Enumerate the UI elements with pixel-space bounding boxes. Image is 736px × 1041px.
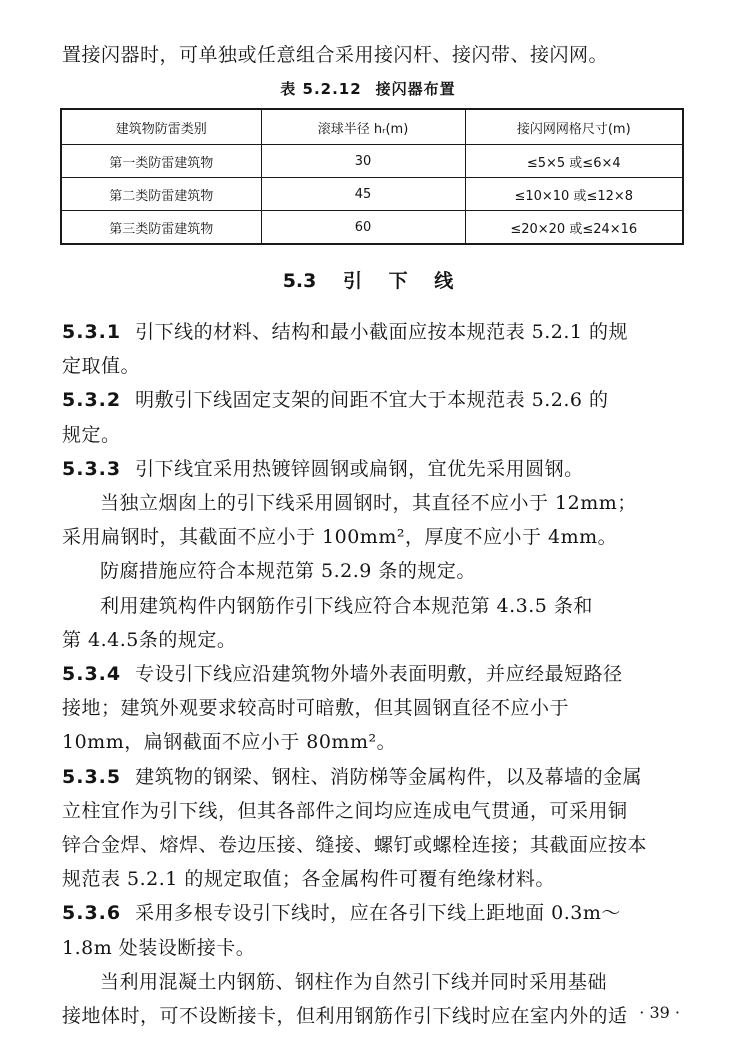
line-text: 引下线的材料、结构和最小截面应按本规范表 5.2.1 的规 [135,321,629,343]
table-cell: 第三类防雷建筑物 [61,211,261,245]
table-cell: 第二类防雷建筑物 [61,178,261,211]
intro-line: 置接闪器时，可单独或任意组合采用接闪杆、接闪带、接闪网。 [62,44,609,66]
line-text: 锌合金焊、熔焊、卷边压接、缝接、螺钉或螺栓连接；其截面应按本 [62,834,648,856]
section-title-char: 线 [434,270,454,292]
line-text: 1.8m 处装设断接卡。 [62,937,256,959]
clause-line [62,898,621,925]
clause-number: 5.3.6 [62,902,122,924]
table-number: 表 5.2.12 [280,80,362,98]
clause-number: 5.3.2 [62,389,122,411]
table-header-cell: 滚球半径 hᵣ(m) [261,109,465,145]
line-text: 当独立烟囱上的引下线采用圆钢时，其直径不应小于 12mm； [100,492,637,514]
clause-number: 5.3.5 [62,766,122,788]
line-text: 定取值。 [62,355,141,377]
table-cell: 45 [261,178,465,211]
clause-line [62,317,628,344]
table-header-cell: 接闪网网格尺寸(m) [465,109,683,145]
text-line [62,693,569,720]
text-line [62,522,617,549]
text-line [62,830,647,857]
table-row [61,211,683,245]
table-header-cell: 建筑物防雷类别 [61,109,261,145]
clause-line [62,385,609,412]
clause-number: 5.3.4 [62,663,122,685]
text-line [100,488,637,515]
text-line [62,864,555,891]
section-number: 5.3 [282,270,317,292]
section-title-char: 下 [388,270,408,292]
section-title [0,266,736,293]
clause-line [62,454,584,481]
clause-line [62,762,642,789]
line-text: 采用多根专设引下线时，应在各引下线上距地面 0.3m～ [135,902,621,924]
text-line [62,420,121,447]
table-cell: ≤5×5 或≤6×4 [465,145,683,178]
clause-number: 5.3.1 [62,321,122,343]
line-text: 明敷引下线固定支架的间距不宜大于本规范表 5.2.6 的 [135,389,609,411]
line-text: 采用扁钢时，其截面不应小于 100mm²，厚度不应小于 4mm。 [62,526,618,548]
table-row [61,178,683,211]
table-title: 接闪器布置 [375,80,456,98]
table-cell: ≤20×20 或≤24×16 [465,211,683,245]
line-text: 规定。 [62,424,121,446]
section-title-char: 引 [343,270,363,292]
line-text: 接地；建筑外观要求较高时可暗敷，但其圆钢直径不应小于 [62,697,570,719]
text-line [62,625,236,652]
line-text: 当利用混凝土内钢筋、钢柱作为自然引下线并同时采用基础 [100,971,608,993]
line-text: 利用建筑构件内钢筋作引下线应符合本规范第 4.3.5 条和 [100,595,593,617]
table-header-row [61,109,683,145]
table-cell: 第一类防雷建筑物 [61,145,261,178]
table-cell: 30 [261,145,465,178]
text-line [100,556,476,583]
text-line [62,933,255,960]
table-cell: ≤10×10 或≤12×8 [465,178,683,211]
table-caption [0,78,736,99]
line-text: 规范表 5.2.1 的规定取值；各金属构件可覆有绝缘材料。 [62,868,555,890]
lightning-receptor-table [60,108,684,245]
text-line [62,796,628,823]
text-line [100,967,607,994]
clause-line [62,659,623,686]
page-number: · 39 · [639,1003,680,1022]
line-text: 10mm，扁钢截面不应小于 80mm²。 [62,731,397,753]
text-line [62,727,396,754]
line-text: 立柱宜作为引下线，但其各部件之间均应连成电气贯通，可采用铜 [62,800,628,822]
table-cell: 60 [261,211,465,245]
line-text: 专设引下线应沿建筑物外墙外表面明敷，并应经最短路径 [135,663,623,685]
line-text: 引下线宜采用热镀锌圆钢或扁钢，宜优先采用圆钢。 [135,458,584,480]
line-text: 接地体时，可不设断接卡，但利用钢筋作引下线时应在室内外的适 [62,1005,628,1027]
clause-number: 5.3.3 [62,458,122,480]
text-line [62,1001,628,1028]
line-text: 第 4.4.5条的规定。 [62,629,237,651]
table-row [61,145,683,178]
text-line [62,351,140,378]
line-text: 防腐措施应符合本规范第 5.2.9 条的规定。 [100,560,476,582]
line-text: 建筑物的钢梁、钢柱、消防梯等金属构件，以及幕墙的金属 [135,766,643,788]
text-line [100,591,593,618]
